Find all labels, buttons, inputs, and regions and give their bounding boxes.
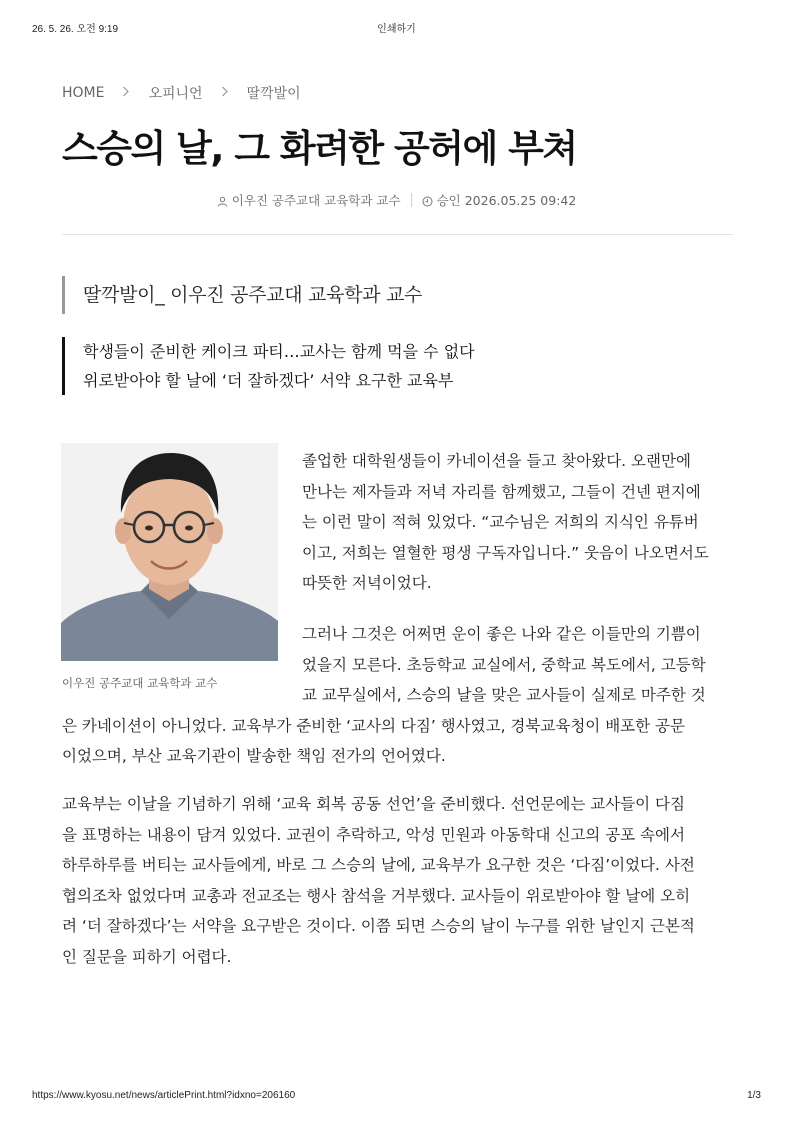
- chevron-right-icon: [221, 86, 229, 101]
- paragraph-line: 려 ‘더 잘하겠다’는 서약을 요구받은 것이다. 이쯤 되면 스승의 날이 누구를 위한 날인지 근본적: [62, 917, 695, 935]
- chevron-right-icon: [122, 86, 130, 101]
- paragraph-line: 었을지 모른다. 초등학교 교실에서, 중학교 복도에서, 고등학: [302, 655, 706, 674]
- page-number: 1/3: [747, 1090, 761, 1101]
- print-footer: [32, 1090, 761, 1106]
- paragraph-line: 은 카네이션이 아니었다. 교육부가 준비한 ‘교사의 다짐’ 행사였고, 경북교육청이 배포한 공문: [62, 716, 685, 735]
- page-url: https://www.kyosu.net/news/articlePrint.html?idxno=206160: [32, 1090, 296, 1101]
- photo-caption: 이우진 공주교대 교육학과 교수: [62, 676, 218, 690]
- subhead-line: 학생들이 준비한 케이크 파티…교사는 함께 먹을 수 없다: [83, 342, 475, 361]
- paragraph-line: 하루하루를 버티는 교사들에게, 바로 그 스승의 날에, 교육부가 요구한 것은 ‘다짐’이었다. 사전: [62, 856, 695, 874]
- paragraph-line: 인 질문을 피하기 어렵다.: [62, 947, 232, 966]
- paragraph-line: 을 표명하는 내용이 담겨 있었다. 교권이 추락하고, 악성 민원과 아동학대 신고의 공포 속에서: [62, 825, 685, 844]
- article-title: 스승의 날, 그 화려한 공허에 부쳐: [62, 127, 577, 170]
- author-name: 이우진 공주교대 교육학과 교수: [231, 193, 401, 208]
- paragraph-line: 교 교무실에서, 스승의 날을 맞은 교사들이 실제로 마주한 것: [302, 686, 706, 704]
- paragraph-line: 만나는 제자들과 저녁 자리를 함께했고, 그들이 건넨 편지에: [302, 482, 701, 501]
- article-paragraph-3: [62, 789, 734, 972]
- breadcrumb-opinion[interactable]: 오피니언: [148, 86, 203, 102]
- clock-icon: [422, 193, 437, 208]
- print-title: 인쇄하기: [377, 24, 416, 35]
- person-icon: [217, 193, 232, 208]
- header-divider: [62, 234, 733, 235]
- paragraph-line: 이었으며, 부산 교육기관이 발송한 책임 전가의 언어였다.: [62, 747, 446, 765]
- paragraph-line: 이고, 저희는 열혈한 평생 구독자입니다.” 웃음이 나오면서도: [302, 543, 709, 562]
- article-paragraph-2: [62, 619, 734, 772]
- paragraph-line: 는 이런 말이 적혀 있었다. “교수님은 저희의 지식인 유튜버: [302, 513, 699, 531]
- paragraph-line: 협의조차 없었다며 교총과 전교조는 행사 참석을 거부했다. 교사들이 위로받아야 할 날에 오히: [62, 886, 691, 905]
- print-header: [32, 20, 761, 36]
- column-heading: 딸깍발이_ 이우진 공주교대 교육학과 교수: [62, 276, 732, 314]
- article-subheads: [62, 337, 732, 395]
- breadcrumb-home[interactable]: HOME: [62, 85, 105, 101]
- paragraph-line: 그러나 그것은 어쩌면 운이 좋은 나와 같은 이들만의 기쁨이: [302, 625, 701, 643]
- print-timestamp: 26. 5. 26. 오전 9:19: [32, 24, 119, 35]
- breadcrumb-column[interactable]: 딸깍발이: [246, 86, 301, 102]
- paragraph-line: 졸업한 대학원생들이 카네이션을 들고 찾아왔다. 오랜만에: [302, 452, 691, 470]
- article-paragraph-1: [302, 446, 734, 599]
- approved-time: 승인 2026.05.25 09:42: [436, 193, 577, 208]
- subhead-line: 위로받아야 할 날에 ‘더 잘하겠다’ 서약 요구한 교육부: [83, 371, 454, 390]
- byline-divider: [411, 193, 412, 207]
- breadcrumb: [62, 83, 301, 103]
- paragraph-line: 따뜻한 저녁이었다.: [302, 574, 432, 592]
- byline: [0, 191, 793, 209]
- paragraph-line: 교육부는 이날을 기념하기 위해 ‘교육 회복 공동 선언’을 준비했다. 선언문에는 교사들이 다짐: [62, 795, 685, 813]
